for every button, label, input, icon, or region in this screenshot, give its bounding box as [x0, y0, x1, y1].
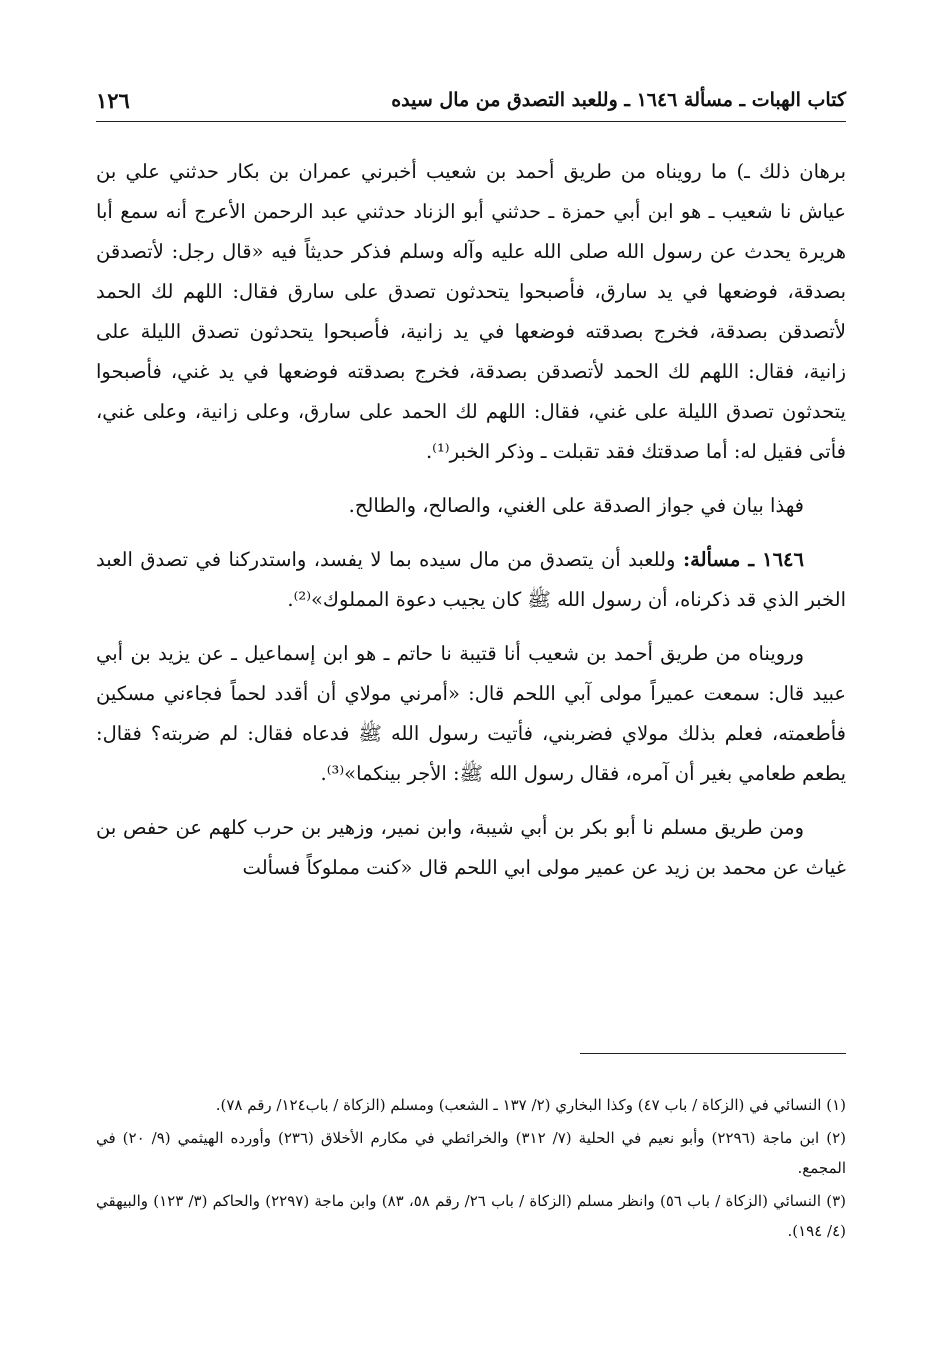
header-rule: [96, 121, 846, 122]
footnote-2: (٢) ابن ماجة (٢٢٩٦) وأبو نعيم في الحلية (٧/ ٣١٢) والخرائطي في مكارم الأخلاق (٢٣٦) وأورده الهيثمي (٩/ ٢٠) في المجمع.: [96, 1129, 846, 1177]
footnotes: [96, 1090, 846, 1249]
page-header: [96, 82, 846, 118]
footnote-rule: [580, 1053, 846, 1054]
paragraph-narration: ورويناه من طريق أحمد بن شعيب أنا قتيبة نا حاتم ـ هو ابن إسماعيل ـ عن يزيد بن أبي عبيد قال: سمعت عميراً مولى آبي اللحم قال: «أمرني مولاي أن أقدد لحماً فجاءني مسكين فأطعمته، فعلم بذلك مولاي فضربني، فأتيت رسول الله ﷺ فدعاه فقال: لم ضربته؟ فقال: يطعم طعامي بغير أن آمره، فقال رسول الله ﷺ: الأجر بينكما»⁽³⁾.: [96, 642, 846, 785]
footnote-1: (١) النسائي في (الزكاة / باب ٤٧) وكذا البخاري (٢/ ١٣٧ ـ الشعب) ومسلم (الزكاة / باب١٢٤/ رقم ٧٨).: [215, 1096, 846, 1114]
paragraph-statement: فهذا بيان في جواز الصدقة على الغني، والصالح، والطالح.: [348, 494, 804, 517]
running-title: كتاب الهبات ـ مسألة ١٦٤٦ ـ وللعبد التصدق من مال سيده: [391, 89, 846, 111]
paragraph-muslim: ومن طريق مسلم نا أبو بكر بن أبي شيبة، وابن نمير، وزهير بن حرب كلهم عن حفص بن غياث عن محمد بن زيد عن عمير مولى ابي اللحم قال «كنت مملوكاً فسألت: [96, 816, 846, 879]
masala-text: وللعبد أن يتصدق من مال سيده بما لا يفسد، واستدركنا في تصدق العبد الخبر الذي قد ذكرناه، أن رسول الله ﷺ كان يجيب دعوة المملوك»⁽²⁾.: [96, 548, 846, 611]
page-number: ١٢٦: [96, 87, 130, 113]
paragraph-proof: برهان ذلك ـ) ما رويناه من طريق أحمد بن شعيب أخبرني عمران بن بكار حدثني علي بن عياش نا شعيب ـ هو ابن أبي حمزة ـ حدثني أبو الزناد حدثني عبد الرحمن الأعرج أنه سمع أبا هريرة يحدث عن رسول الله صلى الله عليه وآله وسلم فذكر حديثاً فيه «قال رجل: لأتصدقن بصدقة، فوضعها في يد سارق، فأصبحوا يتحدثون تصدق على سارق فقال: اللهم لك الحمد لأتصدقن بصدقة، فخرج بصدقته فوضعها في يد زانية، فأصبحوا يتحدثون تصدق الليلة على زانية، فقال: اللهم لك الحمد لأتصدقن بصدقة، فخرج بصدقته فوضعها في يد غني، فأصبحوا يتحدثون تصدق الليلة على غني، فقال: اللهم لك الحمد على سارق، وعلى زانية، وعلى غني، فأتى فقيل له: أما صدقتك فقد تقبلت ـ وذكر الخبر⁽¹⁾.: [96, 160, 846, 463]
masala-label: ١٦٤٦ ـ مسألة:: [682, 548, 805, 571]
main-text: [96, 152, 846, 888]
footnote-3: (٣) النسائي (الزكاة / باب ٥٦) وانظر مسلم (الزكاة / باب ٢٦/ رقم ٥٨، ٨٣) وابن ماجة (٢٢٩٧) والحاكم (٣/ ١٢٣) والبيهقي (٤/ ١٩٤).: [96, 1192, 846, 1240]
paragraph-masala: [96, 540, 846, 620]
